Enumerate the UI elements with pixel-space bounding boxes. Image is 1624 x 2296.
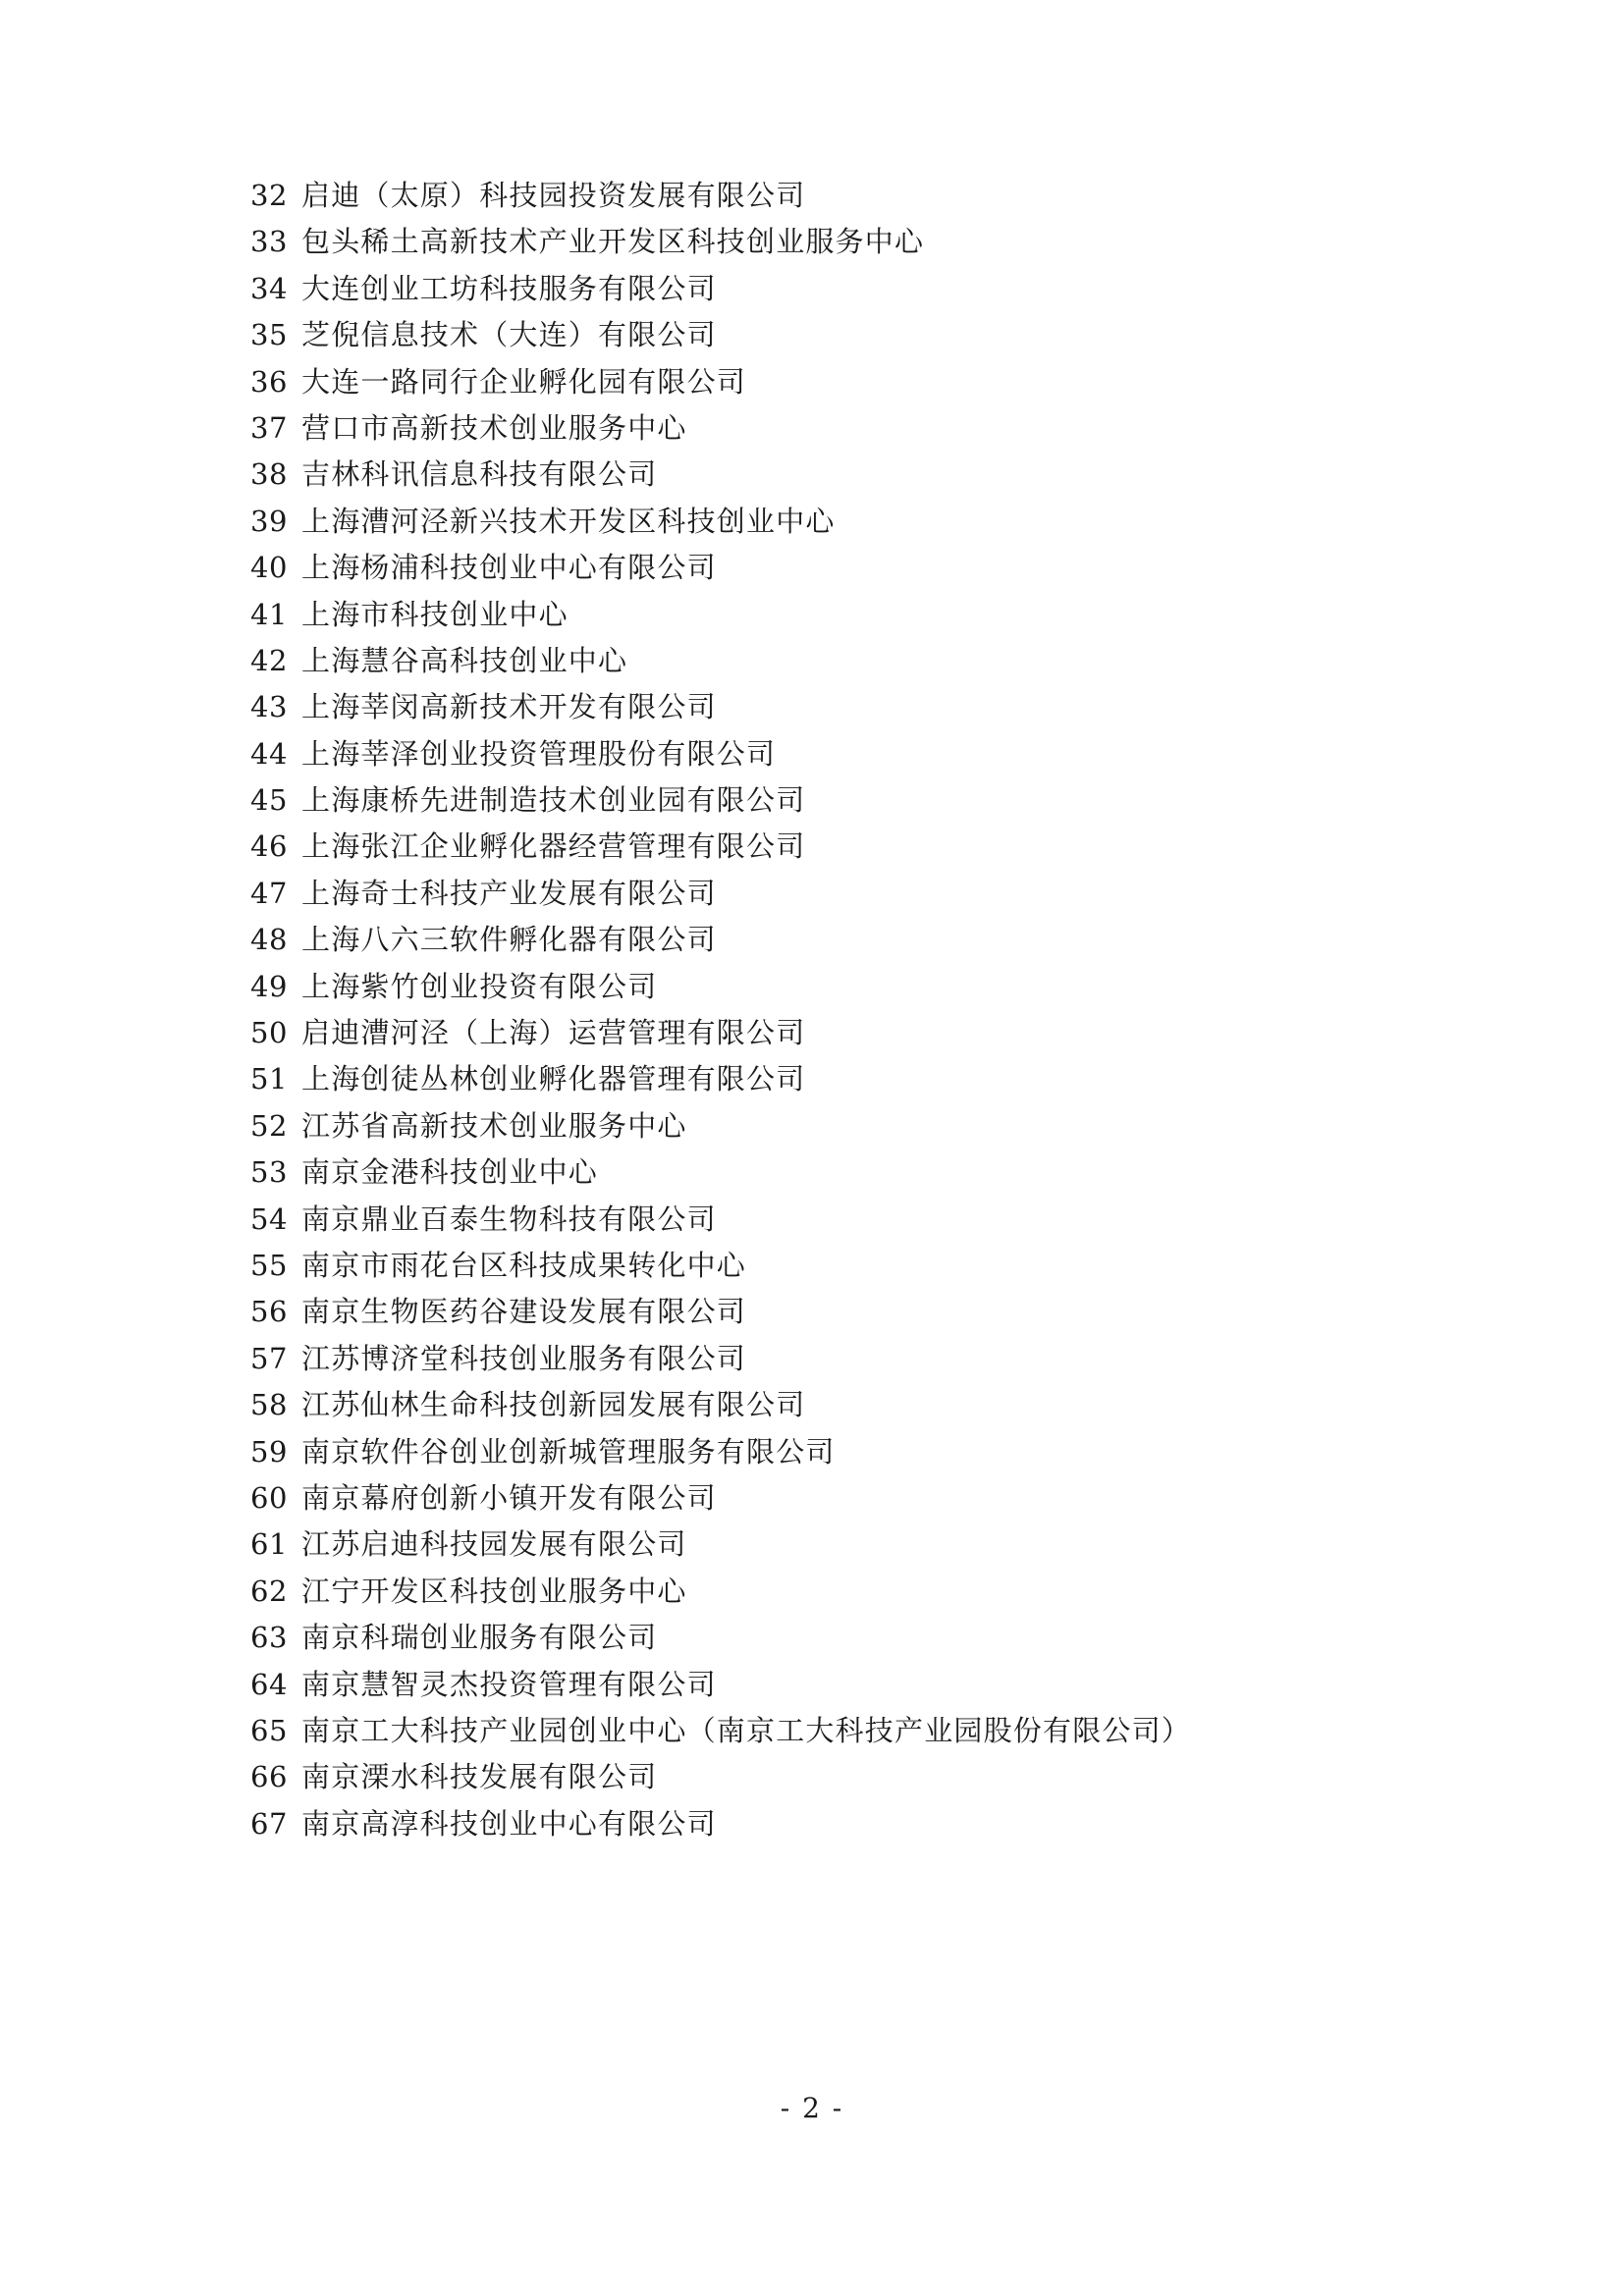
- list-item: [250, 1248, 1398, 1282]
- list-item: [250, 551, 1398, 585]
- list-item-label: 江苏省高新技术创业服务中心: [301, 1108, 687, 1143]
- list-item-number: 64: [250, 1667, 288, 1701]
- list-item-number: 37: [250, 410, 288, 445]
- list-item: [250, 271, 1398, 305]
- list-item: [250, 597, 1398, 631]
- list-item-label: 上海张江企业孵化器经营管理有限公司: [301, 829, 806, 864]
- list-item-label: 大连一路同行企业孵化园有限公司: [301, 364, 747, 399]
- list-item-label: 包头稀土高新技术产业开发区科技创业服务中心: [301, 225, 925, 259]
- list-item: [250, 1155, 1398, 1190]
- list-item: [250, 1574, 1398, 1608]
- list-item-label: 南京鼎业百泰生物科技有限公司: [301, 1201, 717, 1236]
- list-item: [250, 1806, 1398, 1841]
- list-item-number: 47: [250, 876, 288, 910]
- list-item: [250, 690, 1398, 724]
- list-item: [250, 1295, 1398, 1329]
- list-item: [250, 179, 1398, 212]
- list-item-number: 51: [250, 1062, 288, 1096]
- list-item-number: 62: [250, 1574, 288, 1608]
- list-item-label: 上海创徒丛林创业孵化器管理有限公司: [301, 1062, 806, 1096]
- list-item-number: 44: [250, 736, 288, 771]
- page-number-footer: - 2 -: [780, 2092, 844, 2124]
- list-item-number: 33: [250, 225, 288, 259]
- numbered-entry-list: [250, 179, 1398, 1841]
- list-item-number: 40: [250, 551, 288, 585]
- list-item: [250, 410, 1398, 445]
- list-item-number: 35: [250, 318, 288, 352]
- list-item: [250, 876, 1398, 910]
- list-item: [250, 457, 1398, 492]
- list-item: [250, 1016, 1398, 1050]
- list-item-number: 41: [250, 597, 288, 631]
- list-item-number: 43: [250, 690, 288, 724]
- list-item-number: 36: [250, 364, 288, 399]
- list-item-label: 南京软件谷创业创新城管理服务有限公司: [301, 1434, 836, 1468]
- list-item-number: 56: [250, 1295, 288, 1329]
- list-item: [250, 1201, 1398, 1236]
- list-item-number: 59: [250, 1434, 288, 1468]
- list-item-label: 南京工大科技产业园创业中心（南京工大科技产业园股份有限公司）: [301, 1713, 1192, 1747]
- list-item: [250, 736, 1398, 771]
- list-item-number: 57: [250, 1341, 288, 1375]
- list-item: [250, 1760, 1398, 1794]
- list-item-label: 营口市高新技术创业服务中心: [301, 410, 687, 445]
- list-item: [250, 1621, 1398, 1655]
- list-item: [250, 1527, 1398, 1562]
- list-item-number: 67: [250, 1806, 288, 1841]
- list-item-label: 南京生物医药谷建设发展有限公司: [301, 1295, 747, 1329]
- list-item: [250, 1667, 1398, 1701]
- list-item-number: 55: [250, 1248, 288, 1282]
- list-item-number: 58: [250, 1388, 288, 1422]
- list-item-number: 50: [250, 1016, 288, 1050]
- list-item: [250, 1341, 1398, 1375]
- list-item-label: 南京溧水科技发展有限公司: [301, 1760, 658, 1794]
- list-item-label: 大连创业工坊科技服务有限公司: [301, 271, 717, 305]
- list-item-label: 江苏启迪科技园发展有限公司: [301, 1527, 687, 1562]
- list-item-label: 上海莘闵高新技术开发有限公司: [301, 690, 717, 724]
- list-item: [250, 923, 1398, 957]
- list-item-number: 32: [250, 179, 288, 212]
- list-item-number: 65: [250, 1713, 288, 1747]
- list-item-number: 61: [250, 1527, 288, 1562]
- list-item-label: 南京高淳科技创业中心有限公司: [301, 1806, 717, 1841]
- list-item-number: 42: [250, 643, 288, 677]
- list-item-number: 34: [250, 271, 288, 305]
- list-item: [250, 643, 1398, 677]
- list-item-number: 49: [250, 969, 288, 1003]
- list-item-number: 66: [250, 1760, 288, 1794]
- list-item: [250, 225, 1398, 259]
- list-item-number: 54: [250, 1201, 288, 1236]
- list-item: [250, 318, 1398, 352]
- list-item-label: 南京市雨花台区科技成果转化中心: [301, 1248, 747, 1282]
- list-item-label: 上海杨浦科技创业中心有限公司: [301, 551, 717, 585]
- list-item: [250, 1480, 1398, 1515]
- list-item-number: 39: [250, 504, 288, 538]
- list-item-label: 上海市科技创业中心: [301, 597, 568, 631]
- list-item: [250, 829, 1398, 864]
- list-item-number: 53: [250, 1155, 288, 1190]
- list-item-label: 上海八六三软件孵化器有限公司: [301, 923, 717, 957]
- list-item-number: 52: [250, 1108, 288, 1143]
- list-item: [250, 364, 1398, 399]
- list-item-number: 46: [250, 829, 288, 864]
- list-item-label: 启迪漕河泾（上海）运营管理有限公司: [301, 1016, 806, 1050]
- list-item-label: 南京慧智灵杰投资管理有限公司: [301, 1667, 717, 1701]
- list-item: [250, 1108, 1398, 1143]
- list-item: [250, 1062, 1398, 1096]
- list-item-number: 60: [250, 1480, 288, 1515]
- list-item-number: 63: [250, 1621, 288, 1655]
- list-item-label: 上海奇士科技产业发展有限公司: [301, 876, 717, 910]
- list-item-number: 48: [250, 923, 288, 957]
- list-item: [250, 1713, 1398, 1747]
- list-item: [250, 1388, 1398, 1422]
- list-item-label: 吉林科讯信息科技有限公司: [301, 457, 658, 492]
- list-item-label: 南京科瑞创业服务有限公司: [301, 1621, 658, 1655]
- list-item-label: 江苏仙林生命科技创新园发展有限公司: [301, 1388, 806, 1422]
- list-item: [250, 969, 1398, 1003]
- list-item-label: 上海漕河泾新兴技术开发区科技创业中心: [301, 504, 836, 538]
- list-item-label: 上海莘泽创业投资管理股份有限公司: [301, 736, 777, 771]
- list-item-label: 南京幕府创新小镇开发有限公司: [301, 1480, 717, 1515]
- list-item-label: 芝倪信息技术（大连）有限公司: [301, 318, 717, 352]
- list-item: [250, 504, 1398, 538]
- list-item-label: 上海康桥先进制造技术创业园有限公司: [301, 783, 806, 818]
- list-item-label: 启迪（太原）科技园投资发展有限公司: [301, 179, 806, 212]
- list-item-label: 江苏博济堂科技创业服务有限公司: [301, 1341, 747, 1375]
- list-item-label: 南京金港科技创业中心: [301, 1155, 599, 1190]
- list-item: [250, 1434, 1398, 1468]
- list-item: [250, 783, 1398, 818]
- list-item-label: 江宁开发区科技创业服务中心: [301, 1574, 687, 1608]
- list-item-number: 38: [250, 457, 288, 492]
- list-item-label: 上海慧谷高科技创业中心: [301, 643, 628, 677]
- list-item-label: 上海紫竹创业投资有限公司: [301, 969, 658, 1003]
- list-item-number: 45: [250, 783, 288, 818]
